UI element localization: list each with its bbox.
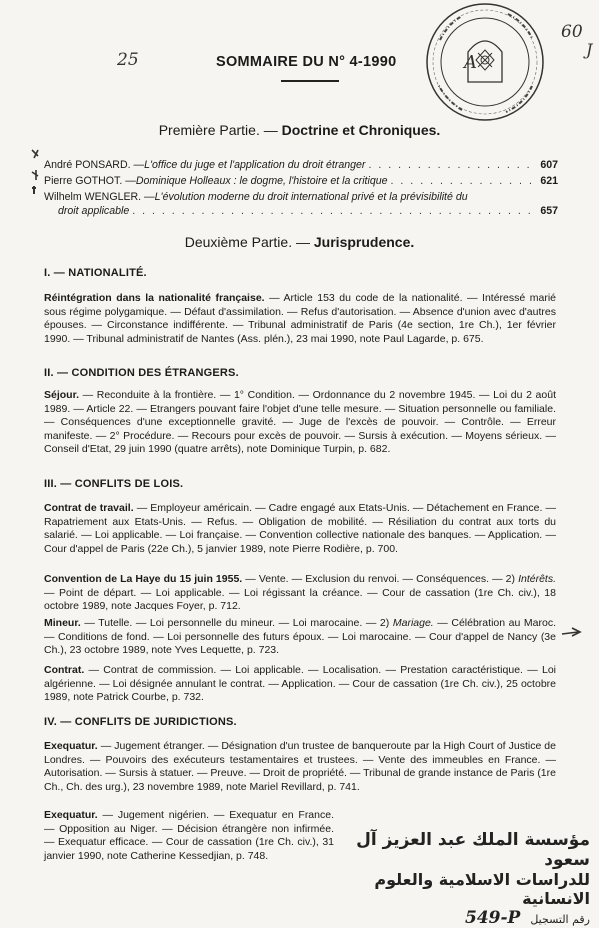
toc-author: Pierre GOTHOT. — <box>44 175 136 187</box>
toc-page: 657 <box>540 205 558 217</box>
registration-number: 549-P <box>464 908 521 928</box>
entry-lead: Exequatur. <box>44 740 98 752</box>
entry-italic: Intérêts. <box>518 573 556 585</box>
toc-page: 607 <box>540 159 558 171</box>
handwritten-annotation-a: A <box>464 52 477 73</box>
toc-title: L'évolution moderne du droit international privé et la prévisibilité du <box>154 191 468 203</box>
entry-text: — Contrat de commission. — Loi applicable. — Localisation. — Prestation caractéristique. — Loi algérienne. — Loi désignée annulant le contrat. — Application. — Cour de cassation (1re Ch. civ.), 25 octobre 1989, note Patrick Courbe, p. 732. <box>44 664 556 704</box>
part-two-title: Jurisprudence. <box>313 234 415 250</box>
toc-title: L'office du juge et l'application du droit étranger <box>144 159 366 171</box>
toc-leader <box>132 204 537 218</box>
jurisprudence-entry <box>44 502 556 556</box>
library-registration-stamp <box>330 830 590 928</box>
title-rule <box>281 80 339 82</box>
stamp-line-department: للدراسات الاسلامية والعلوم الانسانية <box>374 870 590 908</box>
toc-leader <box>391 174 538 188</box>
entry-lead: Mineur. <box>44 617 81 629</box>
entry-text-cont: — Point de départ. — Loi applicable. — Loi régissant la créance. — Cour de cassation (1re Ch. civ.), 18 octobre 1989, note Jacques Foyer, p. 712. <box>44 586 556 613</box>
part-two-label: Deuxième Partie. — <box>184 234 314 250</box>
toc-entry <box>44 158 558 172</box>
toc-author: Wilhelm WENGLER. — <box>44 191 155 203</box>
section-heading: IV. — CONFLITS DE JURIDICTIONS. <box>44 716 237 728</box>
toc-entry <box>44 190 558 204</box>
toc-title-continuation: droit applicable <box>58 205 130 217</box>
jurisprudence-entry <box>44 573 556 614</box>
entry-text: — Tutelle. — Loi personnelle du mineur. — Loi marocaine. — 2) <box>80 617 393 629</box>
section-heading: III. — CONFLITS DE LOIS. <box>44 478 184 490</box>
toc-entry-continuation <box>44 204 558 218</box>
page-title: SOMMAIRE DU N° 4-1990 <box>216 54 397 70</box>
entry-lead: Contrat de travail. <box>44 502 134 514</box>
entry-lead: Exequatur. <box>44 809 98 821</box>
toc-page: 621 <box>540 175 558 187</box>
stamp-registration-row <box>330 908 590 928</box>
stamp-line-institution: مؤسسة الملك عبد العزيز آل سعود <box>356 830 590 870</box>
jurisprudence-entry <box>44 617 556 658</box>
part-one-heading <box>0 122 599 138</box>
entry-text: — Jugement étranger. — Désignation d'un trustee de banqueroute par la High Court of Justice de Londres. — Pouvoirs des exécuteurs testamentaires et trustees. — Vente des immeubles en France. — Autorisation. — Sursis à statuer. — Preuve. — Droit de propriété. — Tribunal de grande instance de Paris (1re Ch., Ch. des urg.), 23 novembre 1989, note Mariel Revillard, p. 741. <box>44 740 556 793</box>
jurisprudence-entry <box>44 292 556 346</box>
part-one-title: Doctrine et Chroniques. <box>281 122 441 138</box>
handwritten-annotation-j: J <box>586 40 593 59</box>
handwritten-arrow-icon <box>560 624 590 638</box>
jurisprudence-entry <box>44 740 556 794</box>
entry-text: — Article 153 du code de la nationalité. — Intéressé marié sous régime polygamique. — Défaut d'assimilation. — Refus d'autorisation. — Absence d'union avec d'autres épouses. — Circonstance indifférente. — Tribunal administratif de Paris (4e section, 1re Ch.), 1er février 1990. — Tribunal administratif de Nantes (Ass. plén.), 23 mai 1990, note Paul Lagarde, p. 675. <box>44 292 557 345</box>
section-heading: II. — CONDITION DES ÉTRANGERS. <box>44 367 239 379</box>
jurisprudence-entry <box>44 389 556 457</box>
entry-text: — Employeur américain. — Cadre engagé aux Etats-Unis. — Détachement en France. — Rapatriement aux Etats-Unis. — Refus. — Obligation de mobilité. — Résiliation du contrat aux torts du salarié. — Loi applicable. — Loi française. — Convention collective nationale des banques. — Application. — Cour d'appel de Paris (22e Ch.), 5 janvier 1989, note Pierre Rodière, p. 700. <box>44 502 556 555</box>
toc-author: André PONSARD. — <box>44 159 145 171</box>
jurisprudence-entry <box>44 809 334 863</box>
entry-lead: Réintégration dans la nationalité française. <box>44 292 265 304</box>
handwritten-page-number: 25 <box>117 50 139 70</box>
entry-text: — Vente. — Exclusion du renvoi. — Conséquences. — 2) <box>242 573 519 585</box>
entry-italic: Mariage. <box>392 617 434 629</box>
entry-text: — Jugement nigérien. — Exequatur en France. — Opposition au Niger. — Décision étrangère non infirmée. — Exequatur efficace. — Cour de cassation (1re Ch. civ.), 31 janvier 1990, note Catherine Kessedjian, p. 748. <box>44 809 334 862</box>
entry-lead: Séjour. <box>44 389 80 401</box>
handwritten-annotation-60: 60 <box>561 22 583 42</box>
entry-text: — Reconduite à la frontière. — 1° Condition. — Ordonnance du 2 novembre 1945. — Loi du 2 août 1989. — Article 22. — Etrangers pouvant faire l'objet d'une telle mesure. — Situation personnelle ou familiale. — Conséquences d'une exceptionnelle gravité. — Juge de l'excès de pouvoir. — Contrôle. — Erreur manifeste. — 2° Procédure. — Recours pour excès de pouvoir. — Sursis à exécution. — Moyens sérieux. — Conseil d'Etat, 29 juin 1990 (quatre arrêts), note Dominique Turpin, p. 682. <box>44 389 556 456</box>
stamp-line-registration: رقم التسجيل <box>530 913 590 926</box>
section-heading: I. — NATIONALITÉ. <box>44 267 147 279</box>
part-two-heading <box>0 234 599 250</box>
toc-title: Dominique Holleaux : le dogme, l'histoire et la critique <box>135 175 388 187</box>
toc-entry <box>44 174 558 188</box>
doctrine-list <box>44 158 558 218</box>
jurisprudence-entry <box>44 664 556 705</box>
entry-lead: Convention de La Haye du 15 juin 1955. <box>44 573 243 585</box>
toc-leader <box>368 158 537 172</box>
entry-lead: Contrat. <box>44 664 85 676</box>
entry-text-cont: — Célébration au Maroc. — Conditions de fond. — Loi personnelle des futurs époux. — Loi marocaine. — Cour d'appel de Nancy (3e Ch.), 23 octobre 1989, note Yves Lequette, p. 723. <box>44 617 557 657</box>
part-one-label: Première Partie. — <box>158 122 282 138</box>
library-seal-icon <box>420 0 550 130</box>
